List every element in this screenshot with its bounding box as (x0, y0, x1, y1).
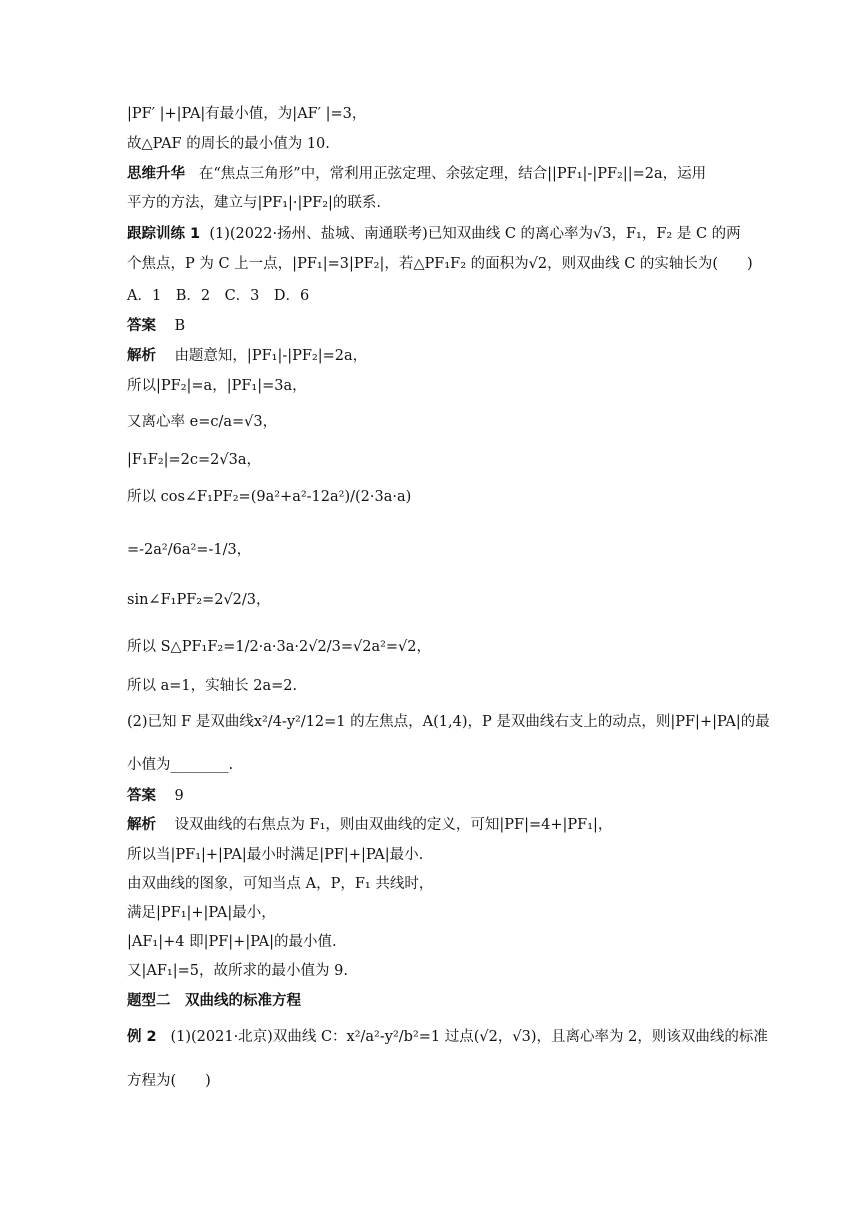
analysis2-line-6: 又|AF₁|=5，故所求的最小值为 9. (127, 963, 348, 979)
text-line-5-body: (1)(2022·扬州、盐城、南通联考)已知双曲线 C 的离心率为√3，F₁，F₂ 是 C 的两 (209, 226, 741, 242)
analysis-line-1 (127, 346, 367, 366)
example-2-line-1 (127, 1027, 768, 1047)
text-line-2: 故△PAF 的周长的最小值为 10. (127, 136, 330, 152)
question-2-line-1: (2)已知 F 是双曲线x²/4-y²/12=1 的左焦点，A(1,4)，P 是双曲线右支上的动点，则|PF|+|PA|的最 (127, 714, 770, 730)
text-line-6: 个焦点，P 为 C 上一点，|PF₁|=3|PF₂|，若△PF₁F₂ 的面积为√2，则双曲线 C 的实轴长为( ) (127, 256, 753, 272)
analysis-label-2: 解析 (127, 817, 156, 833)
analysis-line-4: |F₁F₂|=2c=2√3a， (127, 452, 261, 468)
analysis-line-2: 所以|PF₂|=a，|PF₁|=3a， (127, 378, 307, 394)
example-label: 例 2 (127, 1029, 157, 1045)
answer-line-2 (127, 786, 184, 806)
example-2-body: (1)(2021·北京)双曲线 C：x²/a²-y²/b²=1 过点(√2，√3)，且离心率为 2，则该双曲线的标准 (170, 1029, 768, 1045)
analysis-line-5: 所以 cos∠F₁PF₂=(9a²+a²-12a²)/(2·3a·a) (127, 489, 412, 505)
analysis2-line-5: |AF₁|+4 即|PF|+|PA|的最小值. (127, 934, 337, 950)
answer-value: B (174, 318, 186, 334)
analysis-label: 解析 (127, 348, 156, 364)
analysis-line-3: 又离心率 e=c/a=√3， (127, 414, 278, 430)
text-line-4: 平方的方法，建立与|PF₁|·|PF₂|的联系. (127, 195, 382, 211)
analysis-line-9: 所以 a=1，实轴长 2a=2. (127, 678, 298, 694)
analysis2-line-3: 由双曲线的图象，可知当点 A，P，F₁ 共线时， (127, 876, 434, 892)
analysis-line-6: =-2a²/6a²=-1/3， (127, 542, 252, 558)
text-line-1: |PF′ |+|PA|有最小值，为|AF′ |=3， (127, 106, 367, 122)
analysis2-line-2: 所以当|PF₁|+|PA|最小时满足|PF|+|PA|最小. (127, 847, 424, 863)
section-heading-type2: 题型二 双曲线的标准方程 (127, 993, 301, 1009)
analysis2-line-4: 满足|PF₁|+|PA|最小， (127, 905, 276, 921)
section-label-siwei: 思维升华 (127, 166, 185, 182)
answer-label-2: 答案 (127, 788, 156, 804)
analysis2-line-1 (127, 815, 612, 835)
analysis-body-1: 由题意知，|PF₁|-|PF₂|=2a， (174, 348, 368, 364)
answer-label: 答案 (127, 318, 156, 334)
text-line-3-body: 在“焦点三角形”中，常利用正弦定理、余弦定理，结合||PF₁|-|PF₂||=2a，运用 (198, 166, 707, 182)
question-2-line-2: 小值为________. (127, 757, 234, 773)
example-2-line-2: 方程为( ) (127, 1073, 211, 1089)
analysis2-body-1: 设双曲线的右焦点为 F₁，则由双曲线的定义，可知|PF|=4+|PF₁|， (174, 817, 613, 833)
answer-value-2: 9 (174, 788, 184, 804)
analysis-line-8: 所以 S△PF₁F₂=1/2·a·3a·2√2/3=√2a²=√2， (127, 639, 432, 655)
answer-line-1 (127, 316, 185, 336)
section-label-genzong: 跟踪训练 1 (127, 226, 201, 242)
analysis-line-7: sin∠F₁PF₂=2√2/3， (127, 592, 271, 608)
text-line-5 (127, 224, 741, 244)
choices-line: A．1 B．2 C．3 D．6 (127, 288, 310, 304)
text-line-3 (127, 164, 706, 184)
